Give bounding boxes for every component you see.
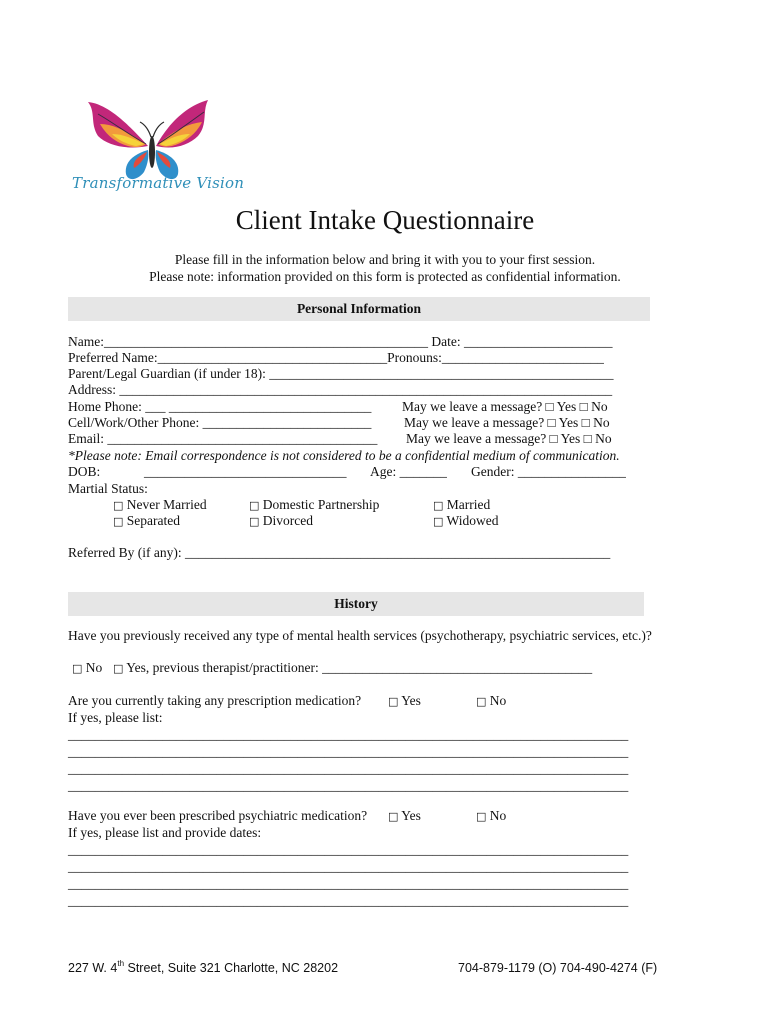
- age-field[interactable]: Age: _______: [370, 464, 447, 479]
- checkbox-icon[interactable]: □: [113, 662, 124, 675]
- email-note: *Please note: Email correspondence is not considered to be a confidential medium of communication.: [68, 448, 620, 463]
- page-title: Client Intake Questionnaire: [235, 205, 535, 235]
- q2-blank-line[interactable]: ___________________________________________________________________________________: [68, 744, 629, 759]
- checkbox-icon[interactable]: □: [476, 695, 487, 708]
- q3-yes-option[interactable]: □ Yes: [388, 808, 421, 823]
- checkbox-icon[interactable]: □: [388, 810, 399, 823]
- q2-list-label: If yes, please list:: [68, 710, 163, 725]
- preferred-name-pronouns-field[interactable]: Preferred Name:__________________________________Pronouns:________________________: [68, 350, 604, 365]
- marital-domestic-partnership[interactable]: □ Domestic Partnership: [249, 497, 380, 512]
- marital-separated[interactable]: □ Separated: [113, 513, 181, 528]
- q3-blank-line[interactable]: ___________________________________________________________________________________: [68, 876, 629, 891]
- marital-divorced[interactable]: □ Divorced: [249, 513, 314, 528]
- q2-blank-line[interactable]: ___________________________________________________________________________________: [68, 761, 629, 776]
- marital-widowed[interactable]: □ Widowed: [433, 513, 499, 528]
- q3-list-label: If yes, please list and provide dates:: [68, 825, 262, 840]
- checkbox-icon[interactable]: □: [388, 695, 399, 708]
- checkbox-icon[interactable]: □: [476, 810, 487, 823]
- brand-name: Transformative Vision: [72, 174, 245, 192]
- history-heading: History: [68, 592, 644, 616]
- history-q2: Are you currently taking any prescription medication?: [68, 693, 362, 708]
- guardian-field[interactable]: Parent/Legal Guardian (if under 18): ___________________________________________________: [68, 366, 614, 381]
- footer-phones: 704-879-1179 (O) 704-490-4274 (F): [458, 961, 658, 975]
- checkbox-icon[interactable]: □: [433, 499, 444, 512]
- q1-yes-option[interactable]: □ Yes, previous therapist/practitioner: ________________________________________: [113, 660, 593, 675]
- gender-field[interactable]: Gender: ________________: [471, 464, 626, 479]
- home-phone-field[interactable]: Home Phone: ___ ______________________________: [68, 399, 372, 414]
- dob-label: DOB:: [68, 464, 101, 479]
- q3-no-option[interactable]: □ No: [476, 808, 507, 823]
- checkbox-icon[interactable]: □: [249, 515, 260, 528]
- referred-by-field[interactable]: Referred By (if any): _______________________________________________________________: [68, 545, 611, 560]
- cell-phone-field[interactable]: Cell/Work/Other Phone: _________________________: [68, 415, 372, 430]
- q1-no-option[interactable]: □ No: [72, 660, 103, 675]
- name-date-field[interactable]: Name:________________________________________________ Date: ______________________: [68, 334, 613, 349]
- marital-never-married[interactable]: □ Never Married: [113, 497, 207, 512]
- checkbox-icon[interactable]: □: [113, 515, 124, 528]
- checkbox-icon[interactable]: □: [249, 499, 260, 512]
- address-field[interactable]: Address: _________________________________________________________________________: [68, 382, 613, 397]
- intro-line-1: Please fill in the information below and bring it with you to your first session.: [174, 252, 596, 267]
- marital-married[interactable]: □ Married: [433, 497, 491, 512]
- footer-address: 227 W. 4th Street, Suite 321 Charlotte, NC 28202: [68, 959, 339, 975]
- q3-blank-line[interactable]: ___________________________________________________________________________________: [68, 859, 629, 874]
- q2-yes-option[interactable]: □ Yes: [388, 693, 421, 708]
- q3-blank-line[interactable]: ___________________________________________________________________________________: [68, 842, 629, 857]
- cell-phone-message-option[interactable]: May we leave a message? □ Yes □ No: [404, 415, 610, 430]
- checkbox-icon[interactable]: □: [113, 499, 124, 512]
- q2-blank-line[interactable]: ___________________________________________________________________________________: [68, 727, 629, 742]
- q3-blank-line[interactable]: ___________________________________________________________________________________: [68, 893, 629, 908]
- home-phone-message-option[interactable]: May we leave a message? □ Yes □ No: [402, 399, 608, 414]
- checkbox-icon[interactable]: □: [72, 662, 83, 675]
- history-q3: Have you ever been prescribed psychiatric medication?: [68, 808, 368, 823]
- checkbox-icon[interactable]: □: [433, 515, 444, 528]
- history-q1: Have you previously received any type of mental health services (psychotherapy, psychiatric services, etc.)?: [68, 628, 652, 643]
- q2-blank-line[interactable]: ___________________________________________________________________________________: [68, 778, 629, 793]
- marital-status-label: Martial Status:: [68, 481, 148, 496]
- q2-no-option[interactable]: □ No: [476, 693, 507, 708]
- personal-info-heading: Personal Information: [68, 297, 650, 321]
- email-field[interactable]: Email: ________________________________________: [68, 431, 378, 446]
- dob-field[interactable]: ______________________________: [144, 464, 347, 479]
- intro-line-2: Please note: information provided on this form is protected as confidential information.: [149, 269, 621, 284]
- email-message-option[interactable]: May we leave a message? □ Yes □ No: [406, 431, 612, 446]
